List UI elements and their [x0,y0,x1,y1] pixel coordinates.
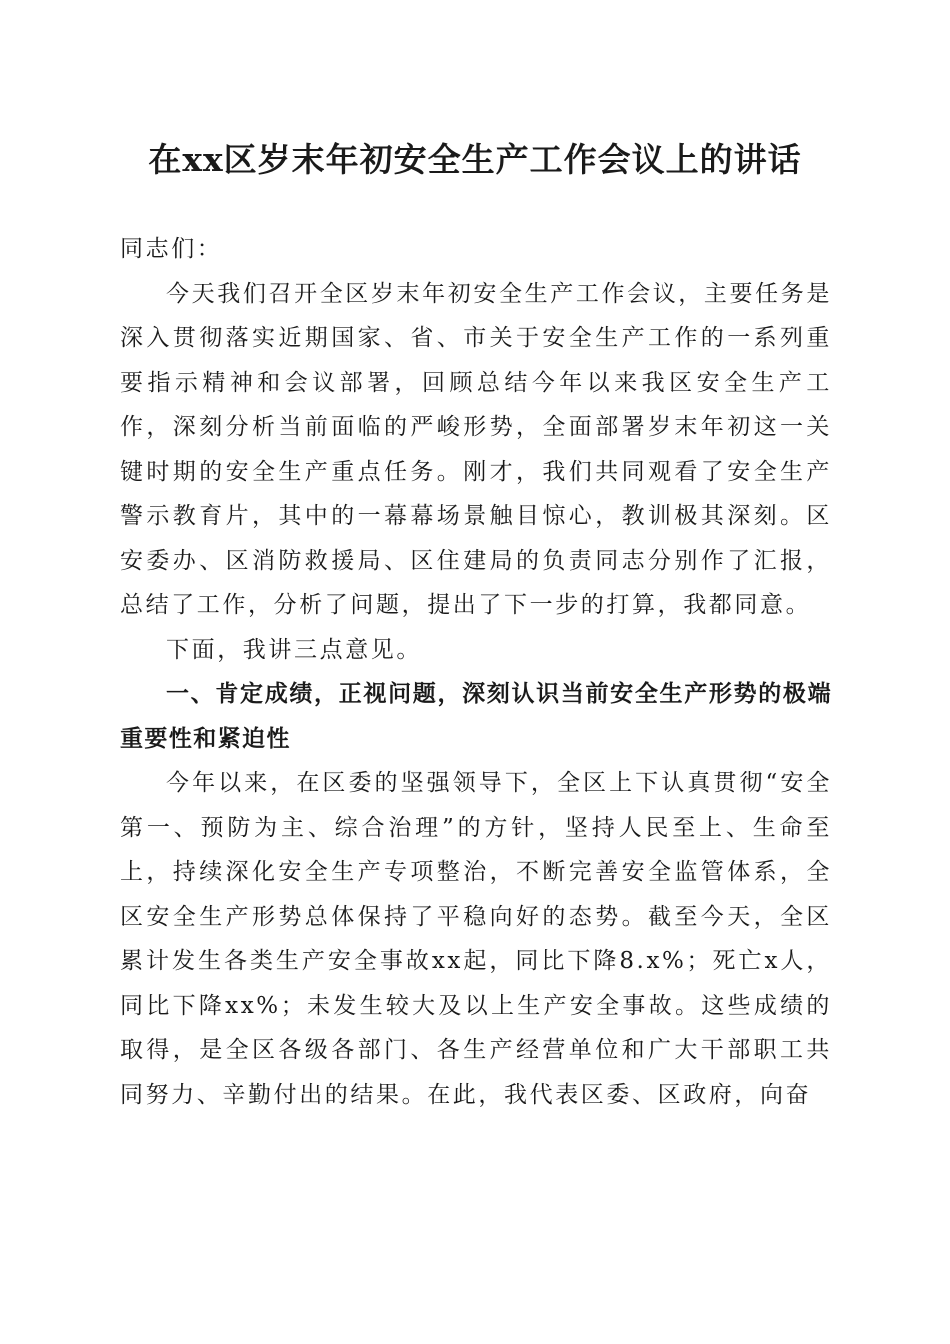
section-paragraph: 今年以来，在区委的坚强领导下，全区上下认真贯彻“安全第一、预防为主、综合治理”的方针，坚持人民至上、生命至上，持续深化安全生产专项整治，不断完善安全监管体系，全区安全生产形势总体保持了平稳向好的态势。截至今天，全区累计发生各类生产安全事故xx起，同比下降8.x%；死亡x人，同比下降xx%；未发生较大及以上生产安全事故。这些成绩的取得，是全区各级各部门、各生产经营单位和广大干部职工共同努力、辛勤付出的结果。在此，我代表区委、区政府，向奋 [120,770,832,1108]
salutation: 同志们： [120,236,223,262]
document-title: 在xx区岁末年初安全生产工作会议上的讲话 [148,140,802,179]
document-body [120,227,832,1117]
section-heading: 一、肯定成绩，正视问题，深刻认识当前安全生产形势的极端重要性和紧迫性 [120,681,832,752]
intro-paragraph: 今天我们召开全区岁末年初安全生产工作会议，主要任务是深入贯彻落实近期国家、省、市关于安全生产工作的一系列重要指示精神和会议部署，回顾总结今年以来我区安全生产工作，深刻分析当前面临的严峻形势，全面部署岁末年初这一关键时期的安全生产重点任务。刚才，我们共同观看了安全生产警示教育片，其中的一幕幕场景触目惊心，教训极其深刻。区安委办、区消防救援局、区住建局的负责同志分别作了汇报，总结了工作，分析了问题，提出了下一步的打算，我都同意。 [120,280,832,618]
transition-paragraph: 下面，我讲三点意见。 [166,636,422,663]
